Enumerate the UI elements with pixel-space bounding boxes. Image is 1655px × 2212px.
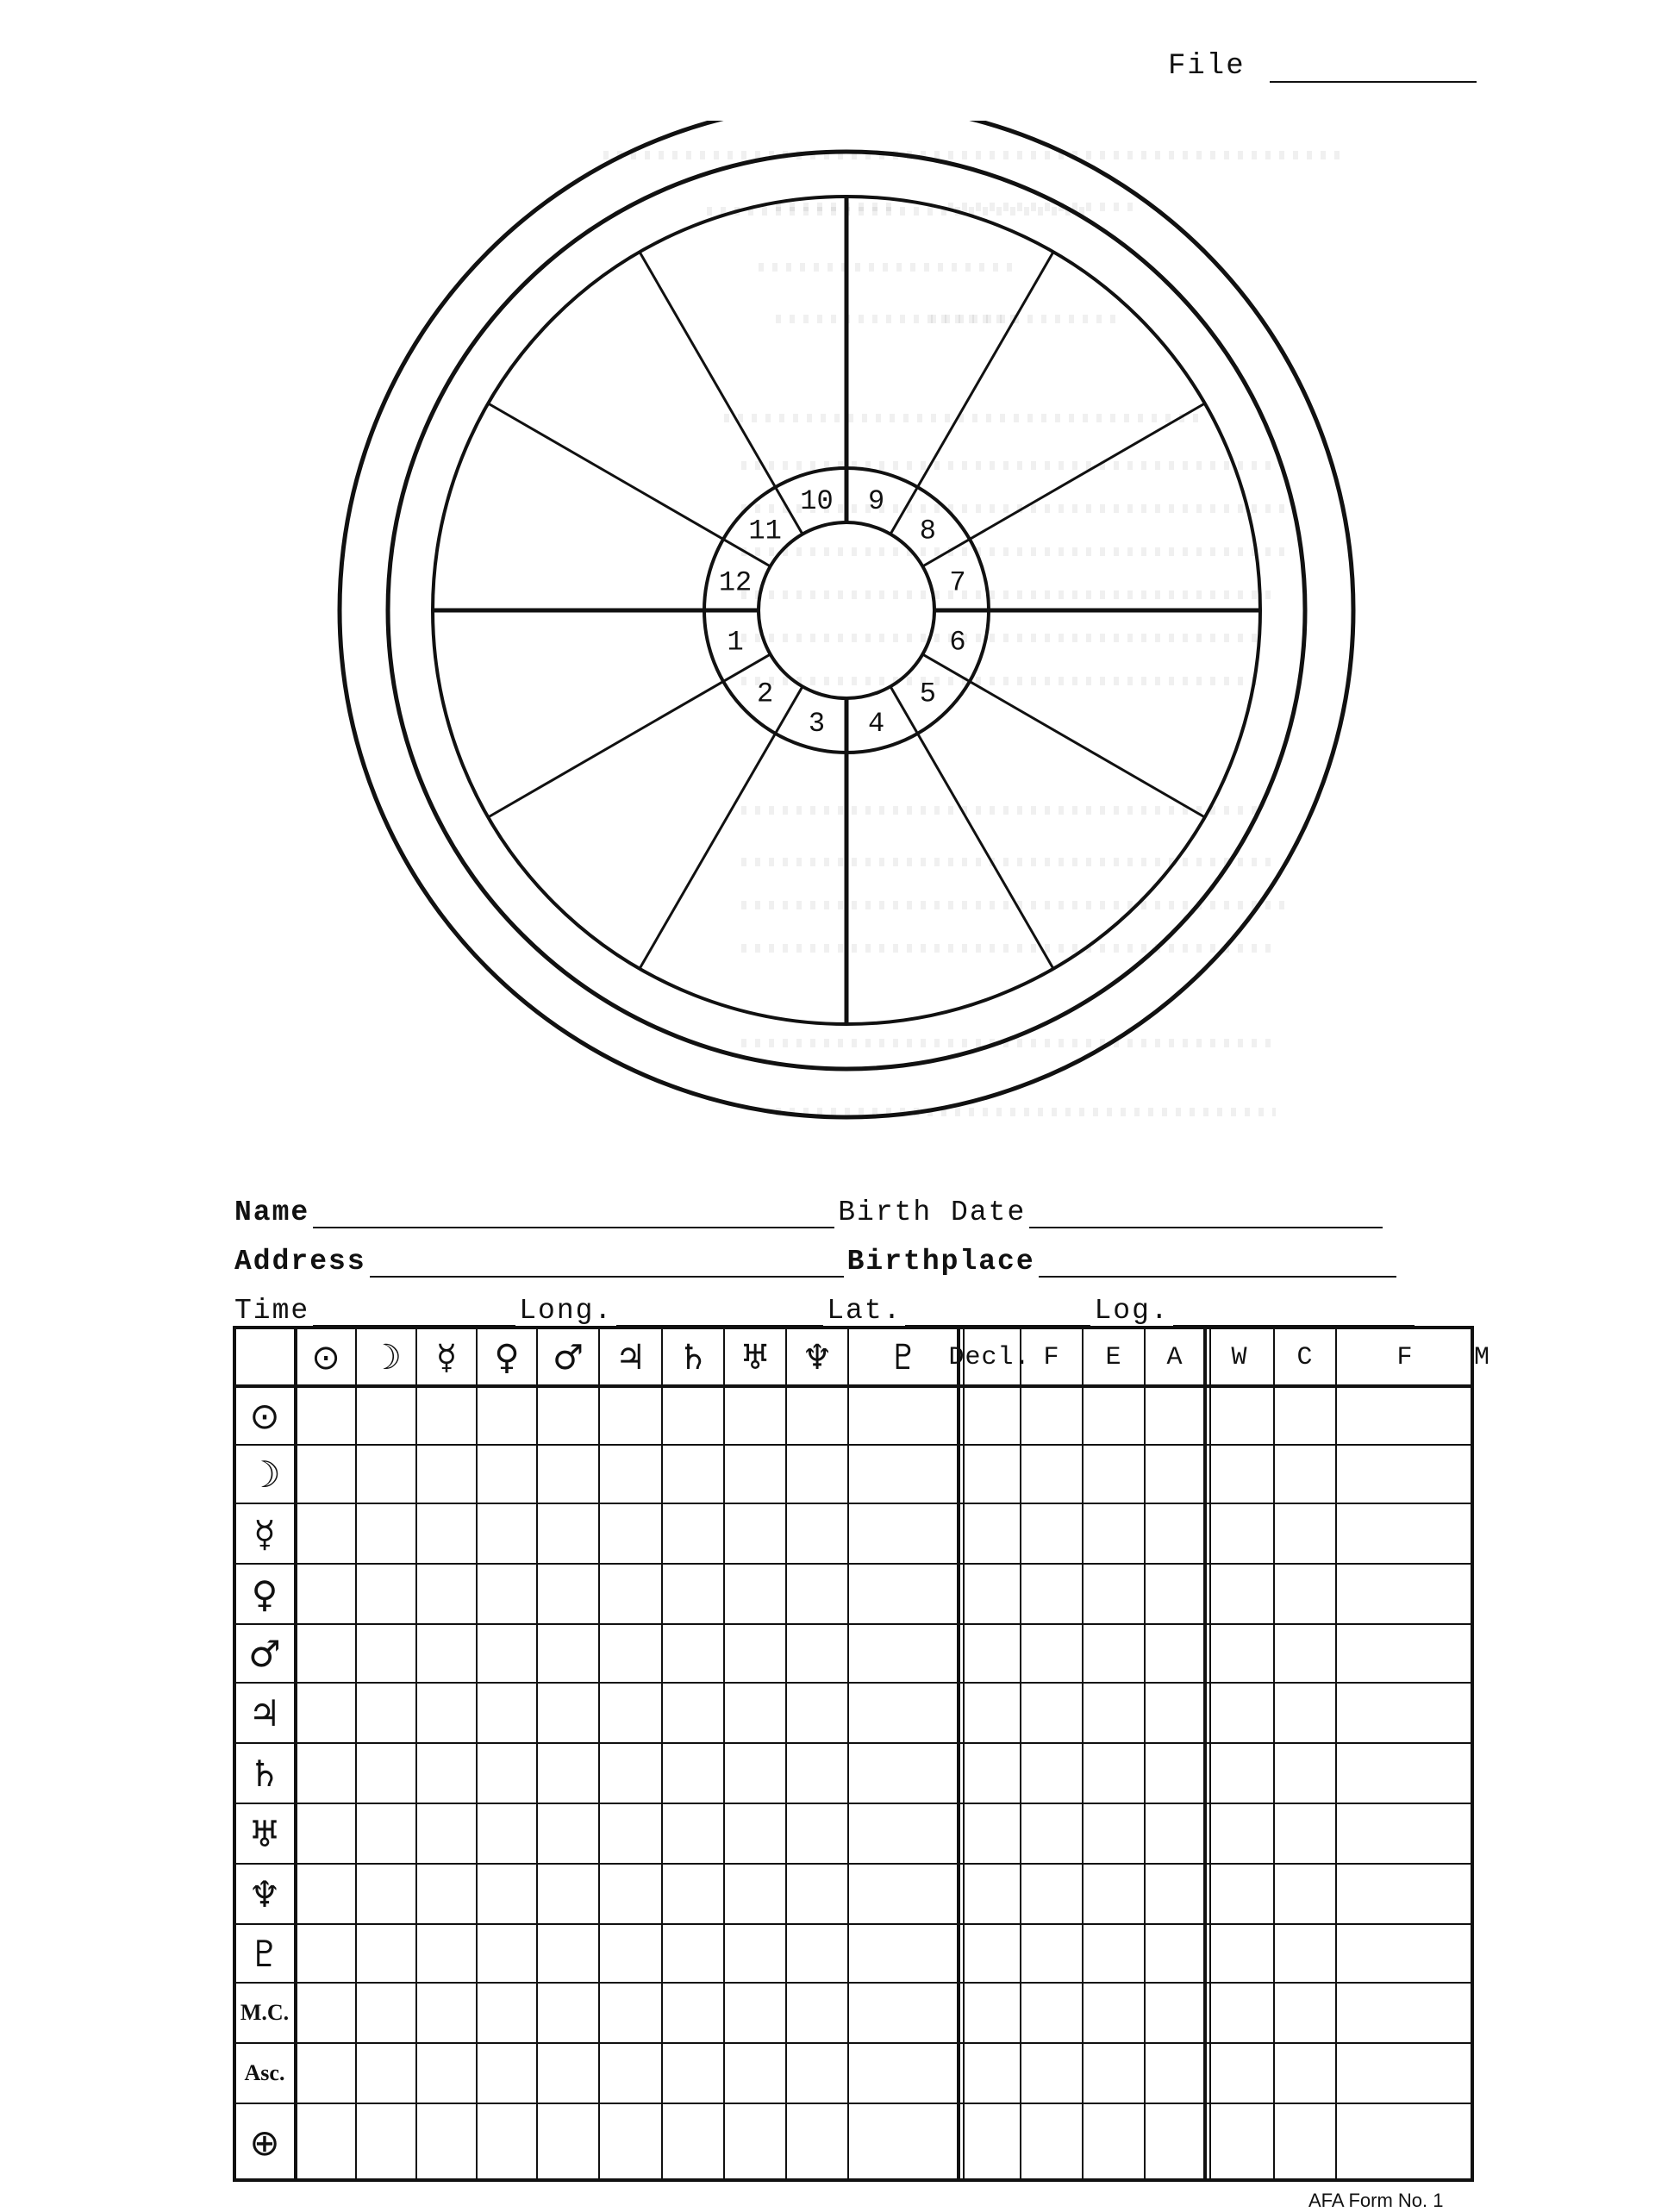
file-line[interactable] [1270,80,1477,83]
row-label: ♄ [248,1752,281,1795]
row-label: Asc. [244,2060,285,2085]
house-cusp-line [640,686,803,968]
birth-date-label: Birth Date [838,1197,1027,1228]
column-header: A [1166,1343,1183,1372]
house-number: 9 [867,485,885,518]
row-label: ☿ [253,1512,276,1555]
house-cusp-line [890,686,1053,968]
column-header: E [1105,1343,1122,1372]
house-cusp-line [919,403,1204,566]
address-line[interactable] [370,1275,844,1278]
house-number: 6 [949,626,966,659]
house-number: 10 [800,485,834,518]
row-label: ♇ [248,1932,281,1975]
house-cusp-line [488,654,770,817]
column-header: ♀ [494,1338,520,1378]
aspect-grid [233,1326,1491,2182]
birth-date-line[interactable] [1029,1226,1383,1228]
column-header: F [1396,1343,1414,1372]
column-header: M [1474,1343,1491,1372]
birthplace-label: Birthplace [846,1246,1035,1278]
house-number: 12 [718,566,753,599]
row-label: ♂ [248,1632,281,1675]
row-label: ♆ [248,1872,281,1915]
house-cusp-line [488,403,770,566]
row-label: ♅ [248,1812,281,1855]
log-label: Log. [1094,1295,1170,1327]
house-cusp-line [890,252,1053,534]
column-header: Decl. [948,1343,1031,1372]
address-label: Address [234,1246,366,1278]
column-header: ⊙ [311,1338,340,1378]
file-label: File [1168,50,1246,83]
column-header: W [1231,1343,1248,1372]
column-header: ♇ [888,1338,919,1378]
column-header: ♂ [553,1338,584,1378]
house-cusp-line [640,252,803,534]
house-number: 1 [727,626,744,659]
column-header: ♆ [802,1338,833,1378]
column-header: C [1296,1343,1314,1372]
wheel-ring [759,522,934,698]
file-field [1168,50,1477,83]
column-header: ♃ [615,1338,646,1378]
column-header: F [1043,1343,1060,1372]
row-label: ♀ [251,1572,278,1615]
house-number: 4 [867,707,885,740]
house-number: 11 [748,515,782,547]
column-header: ♄ [678,1338,709,1378]
house-number: 5 [919,678,937,710]
row-label: ⊙ [249,1394,280,1437]
row-label: ♃ [248,1691,281,1734]
column-header: ♅ [740,1338,771,1378]
field-row-3 [234,1295,1418,1327]
house-number: 3 [808,707,826,740]
time-label: Time [234,1295,310,1327]
column-header: ☿ [435,1338,458,1378]
aspect-grid-lines [233,1326,1474,2182]
name-line[interactable] [313,1226,834,1228]
row-label: ⊕ [249,2121,280,2164]
lat-label: Lat. [827,1295,902,1327]
birthplace-line[interactable] [1039,1275,1396,1278]
long-label: Long. [519,1295,614,1327]
column-header: ☽ [371,1338,402,1378]
house-number: 8 [919,515,937,547]
house-cusp-line [919,654,1204,817]
field-row-1 [234,1197,1386,1228]
house-number: 2 [756,678,774,710]
house-number: 7 [949,566,966,599]
field-row-2 [234,1246,1400,1278]
name-label: Name [234,1197,310,1228]
row-label: M.C. [240,2000,290,2025]
form-number: AFA Form No. 1 [1308,2190,1444,2211]
row-label: ☽ [248,1453,281,1496]
horoscope-wheel [328,121,1448,1155]
